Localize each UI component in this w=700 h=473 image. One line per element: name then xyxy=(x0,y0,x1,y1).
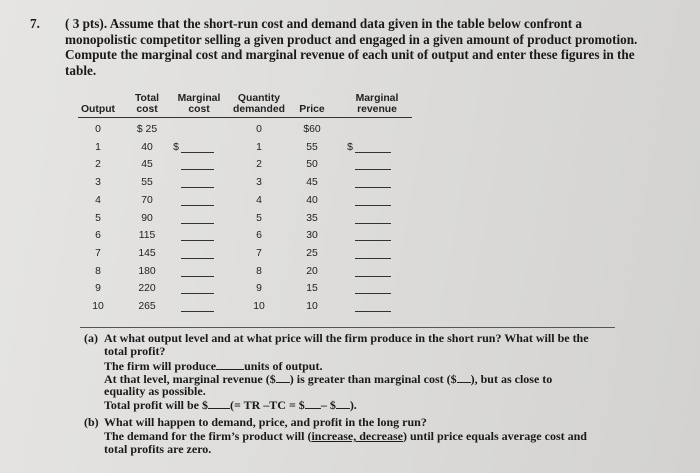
increase-decrease-choice[interactable]: increase, decrease xyxy=(311,429,403,443)
part-a-line-2: At that level, marginal revenue ($ ) is greater than marginal cost ($ ), but as close to xyxy=(104,372,553,386)
quantity-cell: 6 xyxy=(256,230,262,242)
profit-blank[interactable] xyxy=(208,398,230,409)
marginal-revenue-blank[interactable] xyxy=(355,258,391,259)
part-b-line-2: total profits are zero. xyxy=(104,442,212,456)
output-cell: 5 xyxy=(95,212,101,224)
header-marginal-revenue: Marginal revenue xyxy=(355,93,399,115)
total-cost-cell: 220 xyxy=(138,283,156,295)
output-cell: 8 xyxy=(95,265,101,277)
marginal-cost-blank[interactable] xyxy=(181,311,214,312)
quantity-cell: 9 xyxy=(256,283,262,295)
marginal-revenue-blank[interactable] xyxy=(355,240,391,241)
output-cell: 6 xyxy=(95,230,101,242)
total-cost-cell: 180 xyxy=(138,265,156,277)
output-cell: 1 xyxy=(95,141,101,153)
total-cost-cell: $ 25 xyxy=(136,124,158,135)
part-b-label: (b) xyxy=(84,415,99,429)
part-a-label: (a) xyxy=(84,331,98,345)
marginal-cost-blank[interactable] xyxy=(181,152,214,153)
mr-dollar: $ xyxy=(347,141,353,153)
total-cost-cell: 265 xyxy=(138,301,156,312)
part-a-line-4: Total profit will be $ (= TR –TC = $ – $ ). xyxy=(104,398,357,412)
quantity-cell: 10 xyxy=(253,301,265,312)
total-cost-cell: 145 xyxy=(138,247,156,259)
marginal-revenue-blank[interactable] xyxy=(355,187,391,188)
marginal-cost-blank[interactable] xyxy=(181,240,214,241)
mr-blank[interactable] xyxy=(276,372,290,383)
header-quantity-demanded: Quantity demanded xyxy=(233,93,285,115)
header-rule xyxy=(78,117,412,118)
price-cell: 20 xyxy=(306,265,318,277)
price-cell: 30 xyxy=(306,230,318,242)
units-blank[interactable] xyxy=(216,359,244,370)
quantity-cell: 2 xyxy=(256,159,262,171)
part-a-line-1: The firm will produce units of output. xyxy=(104,359,323,373)
quantity-cell: 4 xyxy=(256,194,262,206)
total-cost-cell: 45 xyxy=(141,159,153,171)
header-price: Price xyxy=(299,104,325,115)
marginal-revenue-blank[interactable] xyxy=(355,223,391,224)
tr-blank[interactable] xyxy=(305,398,321,409)
price-cell: 25 xyxy=(306,247,318,259)
marginal-revenue-blank[interactable] xyxy=(355,311,391,312)
price-cell: 45 xyxy=(306,177,318,189)
section-divider xyxy=(80,327,615,328)
marginal-cost-blank[interactable] xyxy=(181,276,214,277)
quantity-cell: 5 xyxy=(256,212,262,224)
question-text: ( 3 pts). Assume that the short-run cost and demand data given in the table below confront a monopolistic competitor selling a given product and engaged in a given amount of product promotion. Compute the marginal cost and marginal revenue of each unit of output and enter these figures in the table. xyxy=(65,16,638,78)
output-cell: 9 xyxy=(95,283,101,295)
output-cell: 2 xyxy=(95,159,101,171)
price-cell: 15 xyxy=(306,283,318,295)
marginal-cost-blank[interactable] xyxy=(181,293,214,294)
marginal-cost-blank[interactable] xyxy=(181,187,214,188)
price-cell: $60 xyxy=(303,124,321,135)
mc-blank[interactable] xyxy=(457,372,471,383)
part-a-question-1: At what output level and at what price will the firm produce in the short run? What will be the xyxy=(104,331,589,345)
quantity-cell: 8 xyxy=(256,265,262,277)
total-cost-cell: 90 xyxy=(141,212,153,224)
output-cell: 4 xyxy=(95,194,101,206)
total-cost-cell: 55 xyxy=(141,177,153,189)
question-number: 7. xyxy=(30,16,40,31)
quantity-cell: 1 xyxy=(256,141,262,153)
output-cell: 10 xyxy=(92,301,104,312)
marginal-revenue-blank[interactable] xyxy=(355,205,391,206)
marginal-cost-blank[interactable] xyxy=(181,223,214,224)
marginal-revenue-blank[interactable] xyxy=(355,152,391,153)
header-marginal-cost: Marginal cost xyxy=(177,93,221,115)
quantity-cell: 7 xyxy=(256,247,262,259)
output-cell: 3 xyxy=(95,177,101,189)
marginal-cost-blank[interactable] xyxy=(181,205,214,206)
quantity-cell: 3 xyxy=(256,177,262,189)
total-cost-cell: 115 xyxy=(138,230,156,242)
marginal-revenue-blank[interactable] xyxy=(355,276,391,277)
price-cell: 55 xyxy=(306,141,318,153)
quantity-cell: 0 xyxy=(256,124,262,135)
marginal-revenue-blank[interactable] xyxy=(355,169,391,170)
part-a-question-2: total profit? xyxy=(104,344,166,358)
total-cost-cell: 70 xyxy=(141,194,153,206)
part-a-line-3: equality as possible. xyxy=(104,384,206,398)
mc-dollar: $ xyxy=(173,141,179,153)
marginal-revenue-blank[interactable] xyxy=(355,293,391,294)
marginal-cost-blank[interactable] xyxy=(181,258,214,259)
price-cell: 50 xyxy=(306,159,318,171)
header-total-cost: Total cost xyxy=(134,93,160,115)
price-cell: 10 xyxy=(306,301,318,312)
part-b-line-1: The demand for the firm’s product will (increase, decrease) until price equals average cost and xyxy=(104,429,587,443)
part-b-question: What will happen to demand, price, and profit in the long run? xyxy=(104,415,427,429)
price-cell: 35 xyxy=(306,212,318,224)
header-output: Output xyxy=(80,104,116,115)
tc-blank[interactable] xyxy=(336,398,350,409)
output-cell: 0 xyxy=(95,124,101,135)
output-cell: 7 xyxy=(95,247,101,259)
total-cost-cell: 40 xyxy=(141,141,153,153)
marginal-cost-blank[interactable] xyxy=(181,169,214,170)
price-cell: 40 xyxy=(306,194,318,206)
